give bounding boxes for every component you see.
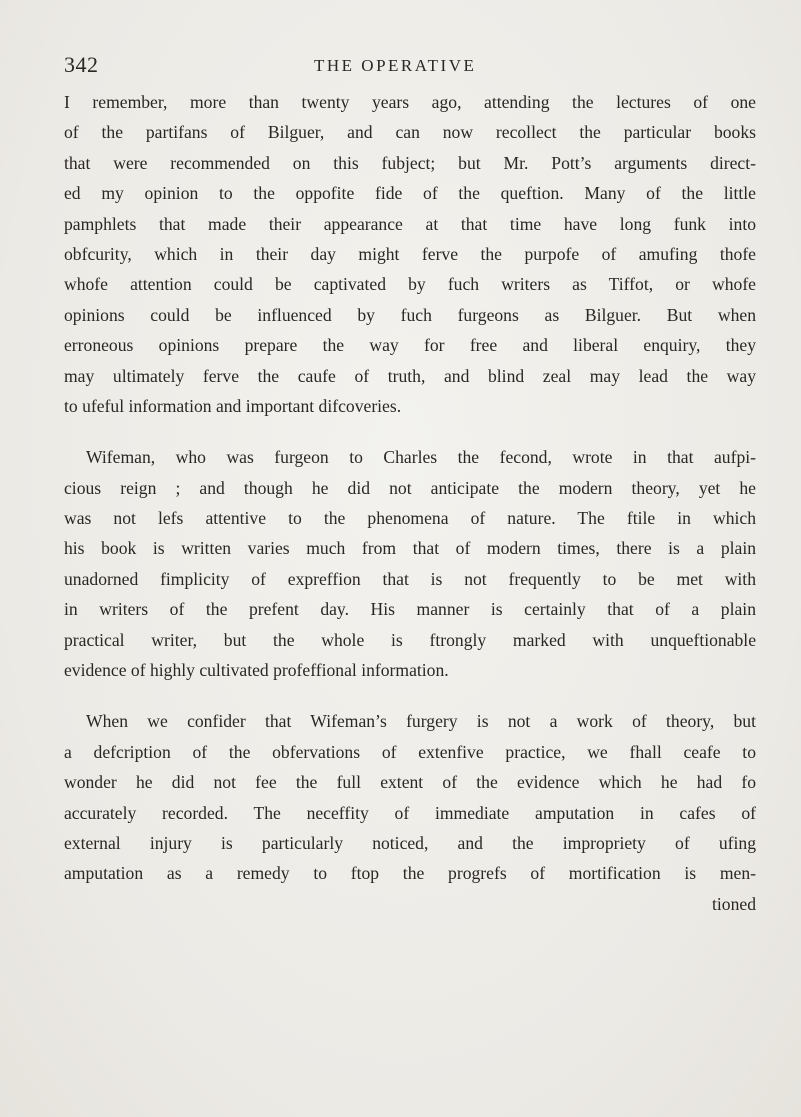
- text-line: whofe attention could be captivated by fuch writers as Tiffot, or whofe: [64, 274, 756, 295]
- text-line: pamphlets that made their appearance at that time have long funk into: [64, 213, 756, 234]
- text-line: Wifeman, who was furgeon to Charles the fecond, wrote in that aufpi-: [86, 447, 756, 468]
- catchword: tioned: [712, 893, 756, 914]
- page-number: 342: [64, 52, 99, 77]
- text-line: that were recommended on this fubject; but Mr. Pott’s arguments direct-: [64, 152, 756, 173]
- text-line: accurately recorded. The neceffity of immediate amputation in cafes of: [64, 802, 756, 823]
- text-line: in writers of the prefent day. His manner is certainly that of a plain: [64, 599, 756, 620]
- text-line: evidence of highly cultivated profeffional information.: [64, 660, 449, 681]
- paragraph-1: [64, 87, 756, 421]
- text-line: to ufeful information and important difcoveries.: [64, 395, 402, 416]
- paragraph-2: [64, 442, 756, 685]
- text-line: obfcurity, which in their day might ferve the purpofe of amufing thofe: [64, 243, 756, 264]
- body-text: [64, 87, 756, 940]
- text-line: unadorned fimplicity of expreffion that is not frequently to be met with: [64, 568, 756, 589]
- text-line: his book is written varies much from that of modern times, there is a plain: [64, 538, 756, 559]
- text-line: opinions could be influenced by fuch furgeons as Bilguer. But when: [64, 304, 756, 325]
- text-line: wonder he did not fee the full extent of the evidence which he had fo: [64, 772, 756, 793]
- running-head: [64, 52, 744, 82]
- paragraph-3: [64, 706, 756, 919]
- text-line: I remember, more than twenty years ago, attending the lectures of one: [64, 92, 756, 112]
- text-line: amputation as a remedy to ftop the progrefs of mortification is men-: [64, 863, 756, 884]
- text-line: ed my opinion to the oppofite fide of the queftion. Many of the little: [64, 183, 756, 204]
- text-line: external injury is particularly noticed, and the impropriety of ufing: [64, 832, 756, 853]
- text-line: practical writer, but the whole is ftrongly marked with unqueftionable: [64, 629, 756, 650]
- text-line: of the partifans of Bilguer, and can now recollect the particular books: [64, 122, 756, 143]
- text-line: When we confider that Wifeman’s furgery is not a work of theory, but: [86, 711, 756, 732]
- text-line: was not lefs attentive to the phenomena of nature. The ftile in which: [64, 508, 756, 529]
- running-head-title: THE OPERATIVE: [314, 56, 477, 75]
- text-line: erroneous opinions prepare the way for free and liberal enquiry, they: [64, 335, 756, 356]
- text-line: a defcription of the obfervations of extenfive practice, we fhall ceafe to: [64, 741, 756, 762]
- text-line: may ultimately ferve the caufe of truth, and blind zeal may lead the way: [64, 365, 756, 386]
- text-line: cious reign ; and though he did not anticipate the modern theory, yet he: [64, 477, 756, 498]
